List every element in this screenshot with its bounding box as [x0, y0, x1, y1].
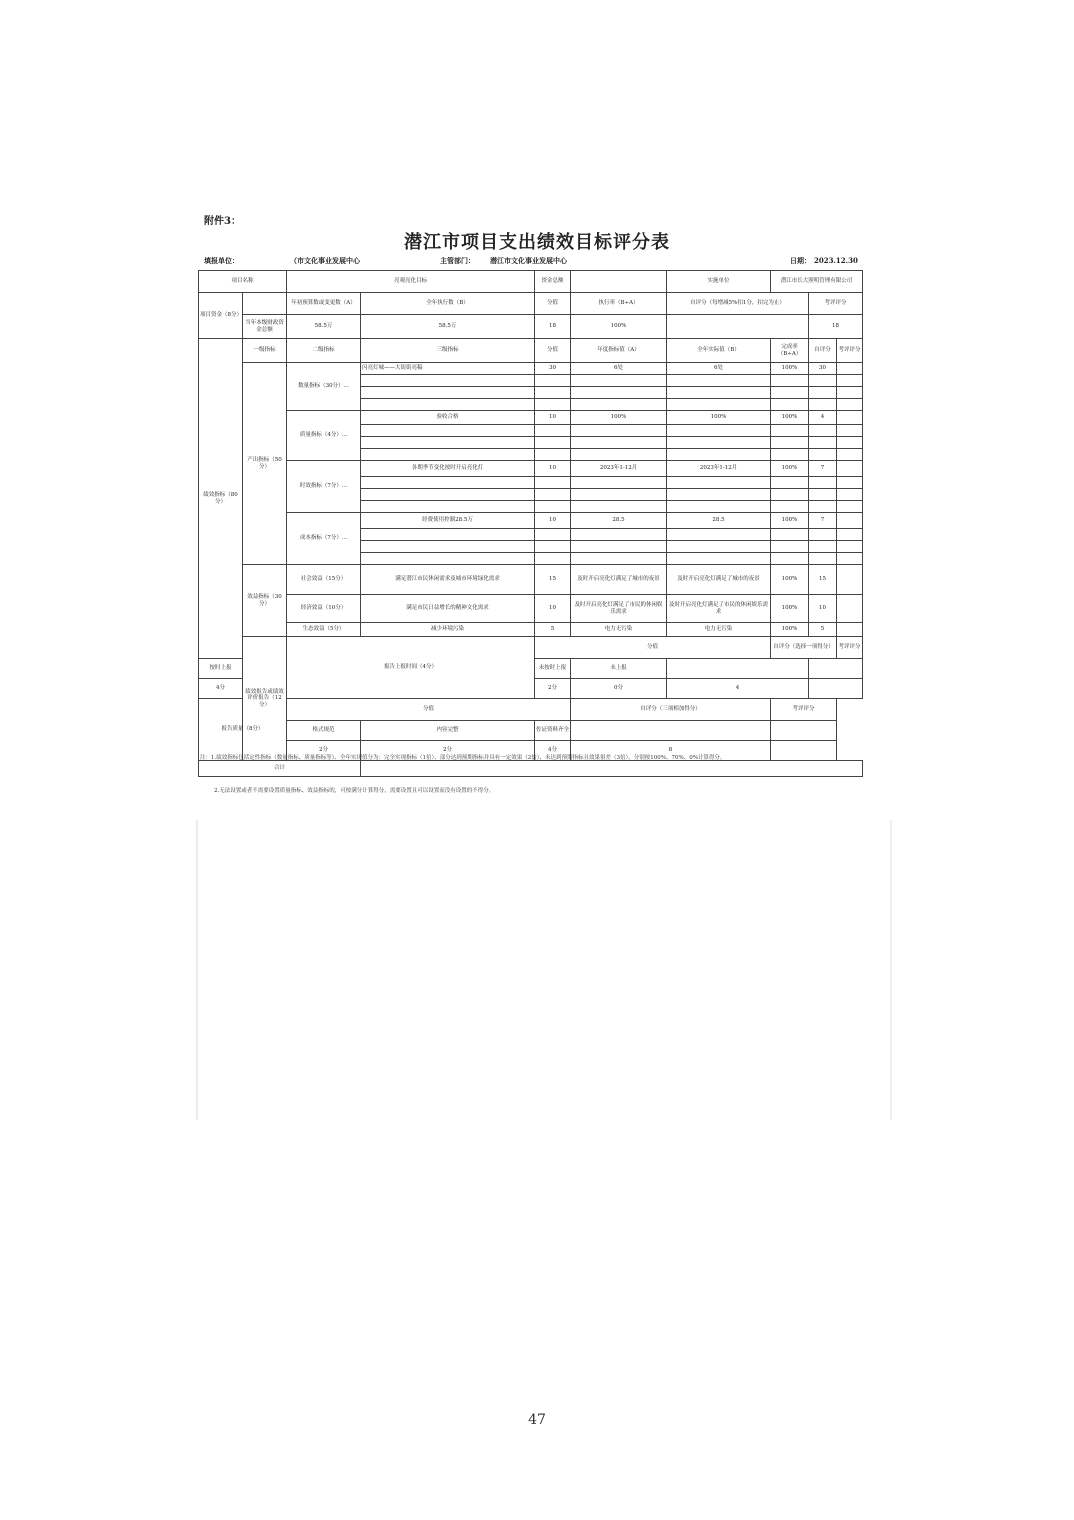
output-indicator: 产出指标（50分）: [243, 363, 287, 565]
unit-value: （市文化事业发展中心: [290, 256, 360, 265]
row-score: 5: [535, 623, 571, 637]
row-target: 2023年1-12月: [571, 461, 667, 477]
row-target: 及时开启亮化灯满足了市民的休闲娱乐需求: [571, 595, 667, 623]
page-number: 47: [528, 1412, 546, 1428]
row-rate: 100%: [771, 513, 809, 529]
cost-group: 成本指标（7分）...: [287, 513, 361, 565]
row-l3: 满足潜江市民休闲需求及城市环境绿化需求: [361, 565, 535, 595]
row-l3: 各期季节变化按时开启亮化灯: [361, 461, 535, 477]
report-time-label: 报告上报时间（4分）: [287, 637, 535, 699]
time-opt-ontime: 按时上报: [199, 659, 243, 679]
fund-review-value: 18: [809, 315, 863, 339]
row-self: 7: [809, 461, 837, 477]
exec-head: 全年执行数（B）: [361, 293, 535, 315]
row-self: 15: [809, 565, 837, 595]
row-actual: 及时开启亮化灯满足了市民的休闲娱乐需求: [667, 595, 771, 623]
report-quality-review-head: 考评评分: [771, 699, 837, 721]
row-rate: 100%: [771, 363, 809, 375]
quality-pts-content: 2分: [361, 741, 535, 761]
row-self: 7: [809, 513, 837, 529]
row-l3: 满足市民日益增长的精神文化需求: [361, 595, 535, 623]
row-rate: 100%: [771, 595, 809, 623]
report-quality-self-head: 自评分（三项相加得分）: [571, 699, 771, 721]
quality-group: 质量指标（4分）...: [287, 411, 361, 461]
self-head: 自评分: [809, 339, 837, 363]
row-l3: 减少环境污染: [361, 623, 535, 637]
row-review: [837, 565, 863, 595]
row-score: 15: [535, 565, 571, 595]
row-review: [837, 623, 863, 637]
exec-rate-value: 100%: [571, 315, 667, 339]
row-rate: 100%: [771, 461, 809, 477]
rate-head: 完成率（B÷A）: [771, 339, 809, 363]
actual-head: 全年实际值（B）: [667, 339, 771, 363]
row-self: 5: [809, 623, 837, 637]
report-category: 绩效报告或绩效评价报告（12分）: [243, 637, 287, 761]
l2-head: 二级指标: [287, 339, 361, 363]
total-value: [361, 761, 863, 777]
row-review: [837, 363, 863, 375]
project-name-label: 项目名称: [199, 271, 287, 293]
attachment-label: 附件3：: [204, 216, 241, 227]
row-score: 30: [535, 363, 571, 375]
row-review: [837, 461, 863, 477]
row-score: 10: [535, 411, 571, 425]
eco-group: 生态效益（5分）: [287, 623, 361, 637]
report-time-self-head: 自评分（选择一项得分）: [771, 637, 837, 659]
fund-blank: [243, 293, 287, 315]
date-label: 日期：: [790, 256, 811, 265]
fund-row-label: 当年本级财政资金总额: [243, 315, 287, 339]
row-self: 4: [809, 411, 837, 425]
row-review: [837, 595, 863, 623]
quality-opt-evidence: 佐证资料齐全: [535, 721, 571, 741]
perf-category: 绩效指标（80分）: [199, 339, 243, 659]
row-rate: 100%: [771, 623, 809, 637]
total-label: 合计: [199, 761, 361, 777]
time-opt-none: 未上报: [571, 659, 667, 679]
note-1: 注：1.绩效指标包括定性指标（数量指标、质量指标等）、全年实现值分为：完全实现指标（1倍）、部分达到预期指标并具有一定效果（2倍）、未达到预期指标且效果很差（3倍），分别按100%、70%、0%计算得分。: [200, 755, 726, 761]
row-target: 及时开启亮化灯满足了城市的夜景: [571, 565, 667, 595]
dept-label: 主管部门：: [440, 256, 475, 265]
fund-self-value: [667, 315, 809, 339]
quality-pts-format: 2分: [287, 741, 361, 761]
row-self: 10: [809, 595, 837, 623]
report-time-review-head: 考评评分: [837, 637, 863, 659]
fund-self-head: 自评分（每增减5%扣1分，扣完为止）: [667, 293, 809, 315]
date-value: 2023.12.30: [814, 256, 858, 265]
page-title: 潜江市项目支出绩效目标评分表: [404, 232, 670, 253]
row-l3: 经费使用控制28.5万: [361, 513, 535, 529]
exec-rate-head: 执行率（B÷A）: [571, 293, 667, 315]
row-actual: 100%: [667, 411, 771, 425]
fund-total-value: [571, 271, 667, 293]
time-opt-late: 未按时上报: [535, 659, 571, 679]
impl-unit-value: 潜江市长大照明管理有限公司: [771, 271, 863, 293]
fund-total-label: 资金总额: [535, 271, 571, 293]
target-head: 年度指标值（A）: [571, 339, 667, 363]
quality-opt-format: 格式规范: [287, 721, 361, 741]
time-pts-late: 2分: [535, 679, 571, 699]
note-2: 2.无法设置或者不需要设置质量指标、效益指标的，可按满分计算得分，需要设置且可以设置而没有设置的不得分。: [214, 788, 495, 794]
scan-edge-left: [196, 820, 198, 1120]
time-self-value: 4: [667, 679, 809, 699]
perf-score-head: 分值: [535, 339, 571, 363]
project-name-value: 亮观亮化目标: [287, 271, 535, 293]
quality-self-value: 8: [571, 741, 771, 761]
l3-head: 三级指标: [361, 339, 535, 363]
row-actual: 28.5: [667, 513, 771, 529]
quantity-group: 数量指标（30分）...: [287, 363, 361, 411]
fund-score-value: 18: [535, 315, 571, 339]
timeliness-group: 时效指标（7分）...: [287, 461, 361, 513]
row-rate: 100%: [771, 411, 809, 425]
time-pts-none: 0分: [571, 679, 667, 699]
row-self: 30: [809, 363, 837, 375]
time-pts-ontime: 4分: [199, 679, 243, 699]
report-time-score-head: 分值: [535, 637, 771, 659]
quality-pts-evidence: 4分: [535, 741, 571, 761]
impl-unit-label: 实施单位: [667, 271, 771, 293]
row-review: [837, 411, 863, 425]
row-actual: 2023年1-12月: [667, 461, 771, 477]
row-target: 6处: [571, 363, 667, 375]
report-quality-label: 报告质量（8分）: [199, 699, 287, 761]
row-review: [837, 513, 863, 529]
benefit-indicator: 效益指标（30分）: [243, 565, 287, 637]
l1-head: 一级指标: [243, 339, 287, 363]
row-score: 10: [535, 461, 571, 477]
fund-category: 项目资金（8分）: [199, 293, 243, 339]
scan-edge-right: [890, 820, 892, 1120]
dept-value: 潜江市文化事业发展中心: [490, 256, 567, 265]
row-actual: 6处: [667, 363, 771, 375]
row-target: 100%: [571, 411, 667, 425]
row-actual: 电力无污染: [667, 623, 771, 637]
quality-opt-content: 内容完整: [361, 721, 535, 741]
row-l3: 验收合格: [361, 411, 535, 425]
row-score: 10: [535, 513, 571, 529]
exec-value: 58.5万: [361, 315, 535, 339]
row-target: 28.5: [571, 513, 667, 529]
economic-group: 经济效益（10分）: [287, 595, 361, 623]
row-rate: 100%: [771, 565, 809, 595]
row-l3: 闪亮灯城——大街街亮稿: [361, 363, 535, 375]
fund-score-head: 分值: [535, 293, 571, 315]
row-actual: 及时开启亮化灯满足了城市的夜景: [667, 565, 771, 595]
row-score: 10: [535, 595, 571, 623]
unit-label: 填报单位：: [204, 256, 239, 265]
review-head: 考评评分: [837, 339, 863, 363]
budget-value: 58.5万: [287, 315, 361, 339]
row-target: 电力无污染: [571, 623, 667, 637]
social-group: 社会效益（15分）: [287, 565, 361, 595]
score-table: [198, 270, 863, 777]
budget-head: 年初预算数或变更数（A）: [287, 293, 361, 315]
report-quality-score-head: 分值: [287, 699, 571, 721]
fund-review-head: 考评评分: [809, 293, 863, 315]
